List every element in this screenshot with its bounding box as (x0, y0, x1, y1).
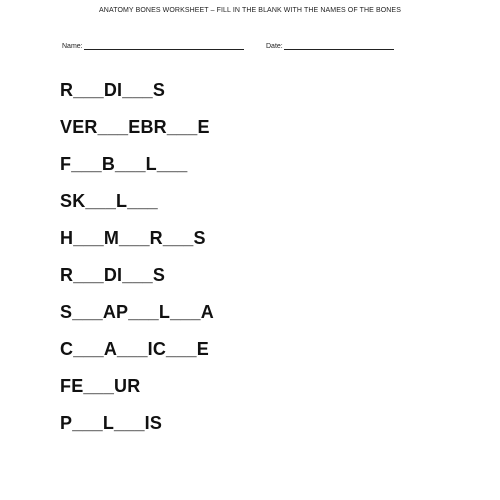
word-item: F___B___L___ (60, 154, 188, 174)
date-label: Date: (266, 43, 283, 50)
word-item: S___AP___L___A (60, 302, 214, 322)
word-item: P___L___IS (60, 413, 163, 433)
name-label: Name: (62, 43, 83, 50)
word-item: FE___UR (60, 376, 141, 396)
word-item: SK___L___ (60, 191, 158, 211)
date-blank-line[interactable] (284, 42, 394, 50)
worksheet-title: ANATOMY BONES WORKSHEET – FILL IN THE BLANK WITH THE NAMES OF THE BONES (99, 7, 401, 14)
word-item: R___DI___S (60, 80, 166, 100)
word-item: R___DI___S (60, 265, 166, 285)
date-field[interactable] (266, 42, 394, 50)
name-field[interactable] (62, 42, 244, 50)
word-item: VER___EBR___E (60, 117, 210, 137)
name-blank-line[interactable] (84, 42, 244, 50)
word-list (60, 79, 460, 449)
word-item: H___M___R___S (60, 228, 206, 248)
word-item: C___A___IC___E (60, 339, 209, 359)
